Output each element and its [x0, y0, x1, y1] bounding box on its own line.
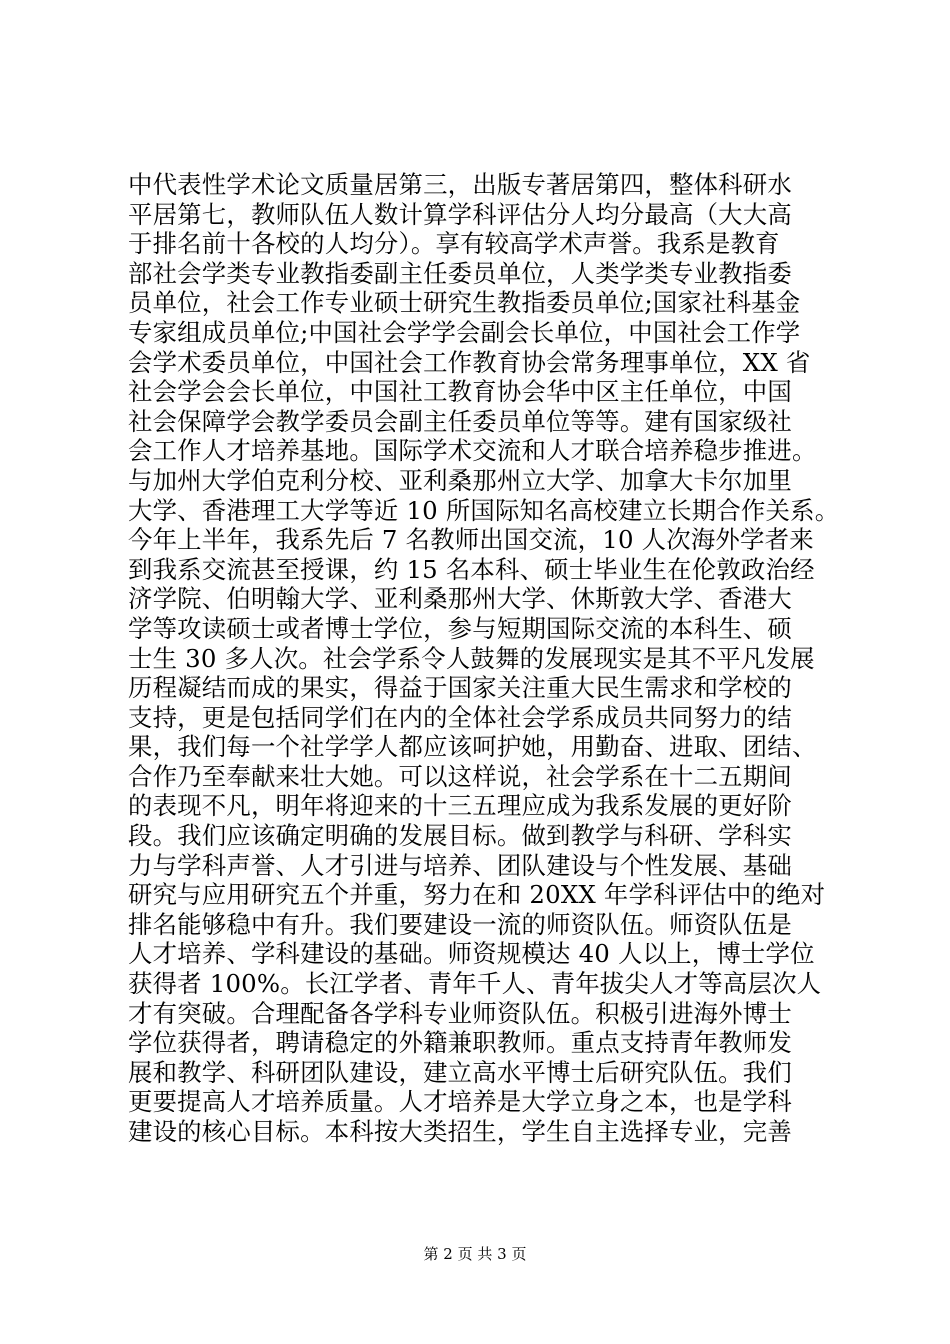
text-line: 社会学会会长单位，中国社工教育协会华中区主任单位，中国	[128, 377, 792, 407]
text-line: 会工作人才培养基地。国际学术交流和人才联合培养稳步推进。	[128, 436, 817, 466]
text-line: 部社会学类专业教指委副主任委员单位，人类学类专业教指委	[128, 258, 792, 288]
text-line: 员单位，社会工作专业硕士研究生教指委员单位;国家社科基金	[128, 288, 801, 318]
text-line: 力与学科声誉、人才引进与培养、团队建设与个性发展、基础	[128, 850, 792, 880]
page-number-label: 第 2 页 共 3 页	[423, 1245, 527, 1263]
text-line: 段。我们应该确定明确的发展目标。做到教学与科研、学科实	[128, 821, 792, 851]
text-line: 学位获得者，聘请稳定的外籍兼职教师。重点支持青年教师发	[128, 1028, 792, 1058]
text-line: 到我系交流甚至授课，约 15 名本科、硕士毕业生在伦敦政治经	[128, 554, 815, 584]
text-line: 平居第七，教师队伍人数计算学科评估分人均分最高（大大高	[128, 199, 792, 229]
text-line: 更要提高人才培养质量。人才培养是大学立身之本，也是学科	[128, 1087, 792, 1117]
text-line: 获得者 100%。长江学者、青年千人、青年拔尖人才等高层次人	[128, 969, 822, 999]
text-line: 才有突破。合理配备各学科专业师资队伍。积极引进海外博士	[128, 998, 792, 1028]
text-line: 济学院、伯明翰大学、亚利桑那州大学、休斯敦大学、香港大	[128, 584, 792, 614]
text-line: 展和教学、科研团队建设，建立高水平博士后研究队伍。我们	[128, 1057, 792, 1087]
text-line: 专家组成员单位;中国社会学学会副会长单位，中国社会工作学	[128, 317, 801, 347]
text-line: 士生 30 多人次。社会学系令人鼓舞的发展现实是其不平凡发展	[128, 643, 815, 673]
text-line: 排名能够稳中有升。我们要建设一流的师资队伍。师资队伍是	[128, 909, 792, 939]
text-line: 支持，更是包括同学们在内的全体社会学系成员共同努力的结	[128, 702, 792, 732]
text-line: 的表现不凡，明年将迎来的十三五理应成为我系发展的更好阶	[128, 791, 792, 821]
text-line: 与加州大学伯克利分校、亚利桑那州立大学、加拿大卡尔加里	[128, 465, 792, 495]
text-line: 果，我们每一个社学学人都应该呵护她，用勤奋、进取、团结、	[128, 732, 817, 762]
text-line: 会学术委员单位，中国社会工作教育协会常务理事单位，XX 省	[128, 347, 811, 377]
text-line: 合作乃至奉献来壮大她。可以这样说，社会学系在十二五期间	[128, 761, 792, 791]
text-line: 于排名前十各校的人均分）。享有较高学术声誉。我系是教育	[128, 229, 780, 259]
body-paragraph	[128, 170, 840, 1147]
text-line: 人才培养、学科建设的基础。师资规模达 40 人以上，博士学位	[128, 939, 815, 969]
text-line: 中代表性学术论文质量居第三，出版专著居第四，整体科研水	[128, 170, 792, 199]
text-line: 今年上半年，我系先后 7 名教师出国交流，10 人次海外学者来	[128, 525, 814, 555]
text-line: 历程凝结而成的果实，得益于国家关注重大民生需求和学校的	[128, 673, 792, 703]
text-line: 社会保障学会教学委员会副主任委员单位等等。建有国家级社	[128, 406, 792, 436]
text-line: 建设的核心目标。本科按大类招生，学生自主选择专业，完善	[128, 1117, 792, 1146]
text-line: 大学、香港理工大学等近 10 所国际知名高校建立长期合作关系。	[128, 495, 840, 525]
page-footer	[0, 1244, 950, 1264]
text-line: 学等攻读硕士或者博士学位，参与短期国际交流的本科生、硕	[128, 613, 792, 643]
text-line: 研究与应用研究五个并重，努力在和 20XX 年学科评估中的绝对	[128, 880, 826, 910]
